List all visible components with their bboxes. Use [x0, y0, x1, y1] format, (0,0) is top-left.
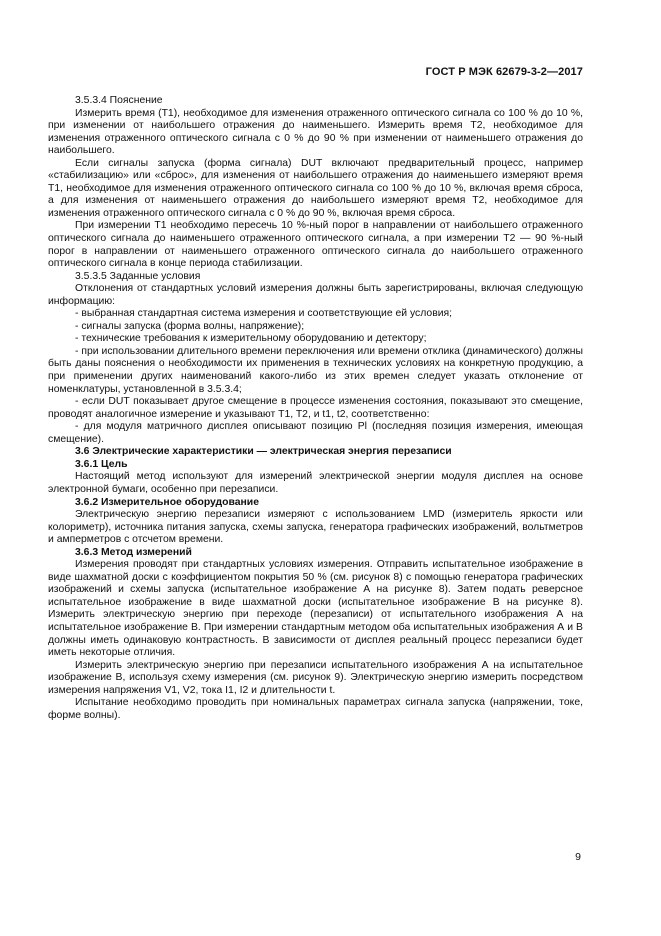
- section-heading: 3.6.3 Метод измерений: [75, 546, 192, 558]
- page-number: 9: [575, 851, 581, 863]
- section-heading: 3.6 Электрические характеристики — электрическая энергия перезаписи: [75, 446, 452, 458]
- paragraph: Настоящий метод используют для измерений электрической энергии модуля дисплея на основе электронной бумаги, особенно при перезаписи.: [48, 471, 583, 495]
- paragraph: - для модуля матричного дисплея описывают позицию Pl (последняя позиция измерения, имеющая смещение).: [48, 421, 583, 445]
- paragraph: Отклонения от стандартных условий измерения должны быть зарегистрированы, включая следующую информацию:: [48, 283, 583, 307]
- paragraph: - сигналы запуска (форма волны, напряжение);: [75, 320, 305, 332]
- section-heading: 3.5.3.5 Заданные условия: [75, 270, 201, 282]
- standard-header: ГОСТ Р МЭК 62679-3-2—2017: [425, 66, 583, 78]
- paragraph: Если сигналы запуска (форма сигнала) DUT включают предварительный процесс, например «стабилизацию» или «сброс», для изменения от наибольшего отражения до наименьшего измеряют время T1, необходимое для изменения отраженного оптического сигнала со 100 % до 10 %, включая время сброса, а для изменения от наименьшего отражения до наибольшего измеряют время T2, необходимое для изменения отраженного оптического сигнала с 0 % до 90 %, включая время сброса.: [48, 157, 583, 219]
- paragraph: Измерения проводят при стандартных условиях измерения. Отправить испытательное изображение в виде шахматной доски с коэффициентом покрытия 50 % (см. рисунок 8) с помощью генератора графических изображений и схемы запуска (испытательное изображение А на рисунке 8). Затем подать реверсное испытательное изображение в виде шахматной доски (испытательное изображение В на рисунке 8). Измерить электрическую энергию при переходе (перезаписи) от испытательного изображения А на испытательное изображение В. При измерении стандартным методом оба испытательных изображения А и В должны иметь одинаковую контрастность. В зависимости от дисплея реальный процесс перезаписи будет иметь некоторые отличия.: [48, 559, 583, 659]
- paragraph: - при использовании длительного времени переключения или времени отклика (динамического) должны быть даны пояснения о необходимости их применения в технических условиях на конкретную продукцию, а при применении других наименований какого-либо из этих времен следует указать отклонение от номенклатуры, установленной в 3.5.3.4;: [48, 345, 583, 395]
- paragraph: - выбранная стандартная система измерения и соответствующие ей условия;: [75, 308, 453, 320]
- paragraph: - если DUT показывает другое смещение в процессе изменения состояния, показывают это смещение, проводят аналогичное измерение и указывают T1, T2, и t1, t2, соответственно:: [48, 396, 583, 420]
- paragraph: - технические требования к измерительному оборудованию и детектору;: [75, 333, 427, 345]
- paragraph: Электрическую энергию перезаписи измеряют с использованием LMD (измеритель яркости или колориметр), источника питания запуска, схемы запуска, генератора графических изображений, вольтметров и амперметров с отсчетом времени.: [48, 509, 583, 546]
- section-heading: 3.5.3.4 Пояснение: [75, 95, 163, 106]
- paragraph: При измерении T1 необходимо пересечь 10 %-ный порог в направлении от наибольшего отраженного оптического сигнала до наименьшего отраженного оптического сигнала, а при измерении T2 — 90 %-ный порог в направлении от наименьшего отраженного оптического сигнала до наибольшего отраженного оптического сигнала в конце периода стабилизации.: [48, 220, 583, 270]
- paragraph: Испытание необходимо проводить при номинальных параметрах сигнала запуска (напряжении, токе, форме волны).: [48, 697, 583, 721]
- section-heading: 3.6.1 Цель: [75, 458, 128, 470]
- section-heading: 3.6.2 Измерительное оборудование: [75, 496, 259, 508]
- document-body: [48, 95, 583, 722]
- paragraph: Измерить электрическую энергию при перезаписи испытательного изображения А на испытательное изображение В, используя схему измерения (см. рисунок 9). Электрическую энергию измерить посредством измерения напряжения V1, V2, тока I1, I2 и длительности t.: [48, 659, 583, 696]
- paragraph: Измерить время (T1), необходимое для изменения отраженного оптического сигнала со 100 % до 10 %, при изменении от наибольшего отражения до наименьшего. Измерить время T2, необходимое для изменения отраженного оптического сигнала с 0 % до 90 % при изменении от наименьшего отражения до наибольшего.: [48, 107, 583, 157]
